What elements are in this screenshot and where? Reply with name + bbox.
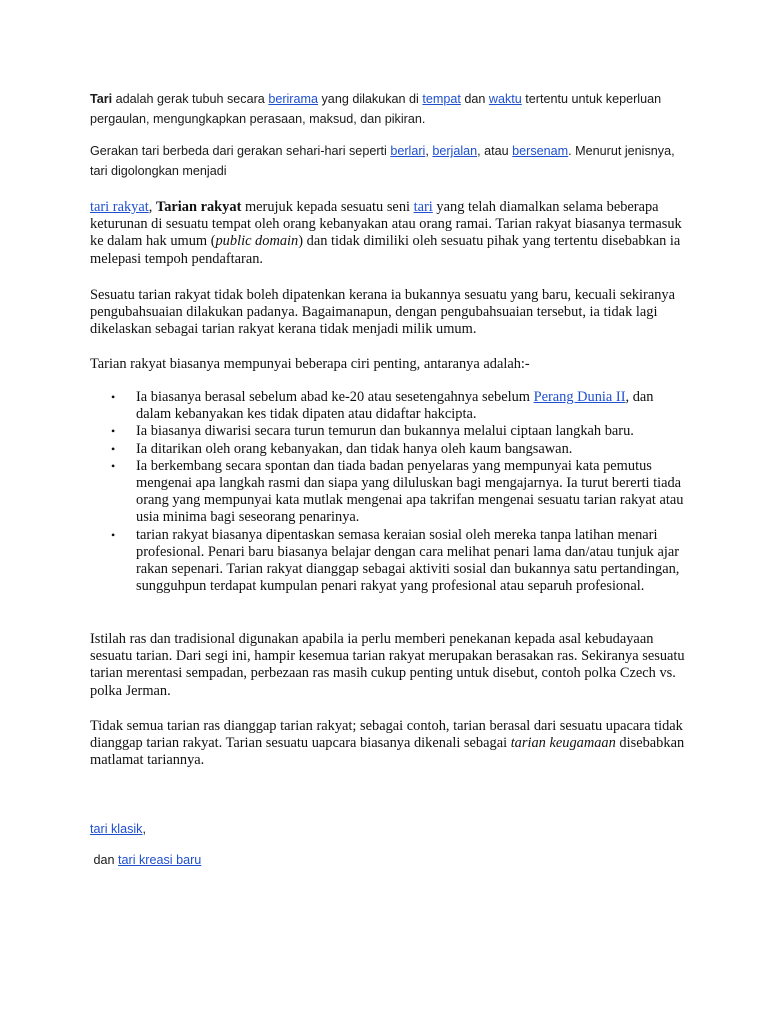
list-item-text: tarian rakyat biasanya dipentaskan semasa keraian sosial oleh mereka tanpa latihan menari profesional. Penari baru biasanya belajar dengan cara melihat penari lama dan/atau tunjuk ajar rakan sepenari. Tarian rakyat dianggap sebagai aktiviti sosial dan bukannya satu pertandingan, sungguhpun terdapat kumpulan penari rakyat yang profesional atau separuh profesional. — [136, 526, 680, 595]
list-item — [90, 423, 690, 440]
upacara-paragraph — [90, 718, 690, 770]
rakyat-text: ) dan tidak dimiliki oleh sesuatu pihak yang tertentu disebabkan ia melepasi tempoh pendaftaran. — [90, 233, 681, 267]
paten-paragraph: Sesuatu tarian rakyat tidak boleh dipatenkan kerana ia bukannya sesuatu yang baru, kecuali sekiranya pengubahsuaian dilakukan padanya. Bagaimanapun, dengan pengubahsuaian tersebut, ia tidak lagi dikelaskan sebagai tarian rakyat kerana tidak menjadi milik umum. — [90, 287, 675, 338]
upacara-text: Tidak semua tarian ras dianggap tarian rakyat; sebagai contoh, tarian berasal dari sesuatu upacara tidak dianggap tarian rakyat. Tarian sesuatu uapcara biasanya dikenali sebagai — [90, 718, 683, 752]
ciri-list — [90, 389, 690, 595]
link-berlari[interactable]: berlari — [390, 144, 426, 158]
link-perang-dunia-ii[interactable]: Perang Dunia II — [533, 389, 626, 405]
term-tarian-keugamaan: tarian keugamaan — [510, 735, 616, 752]
tarian-rakyat-paragraph — [90, 199, 690, 268]
link-waktu[interactable]: waktu — [488, 92, 522, 106]
intro-text: adalah gerak tubuh secara — [112, 92, 269, 106]
term-tari: Tari — [90, 92, 113, 106]
bullet-icon: • — [111, 390, 116, 404]
link-tari-kreasi-baru[interactable]: tari kreasi baru — [118, 853, 202, 867]
list-item — [90, 389, 690, 423]
link-tari-rakyat[interactable]: tari rakyat — [90, 199, 149, 215]
bullet-icon: • — [111, 458, 116, 473]
list-item-text: Ia biasanya diwarisi secara turun temurun dan bukannya melalui ciptaan langkah baru. — [136, 423, 634, 440]
upacara-text: disebabkan matlamat tariannya. — [90, 735, 685, 769]
list-item-text: Ia berkembang secara spontan dan tiada badan penyelaras yang mempunyai kata pemutus mengenai apa langkah rasmi dan siapa yang diluluskan bagi mengajarnya. Ia turut bererti tiada orang yang mempunyai kata mutlak mengenai apa takrifan mengenai sesuatu tarian rakyat atau usia minima bagi seseorang penarinya. — [136, 457, 684, 526]
klasik-line — [90, 819, 690, 839]
movement-text: Gerakan tari berbeda dari gerakan sehari-hari seperti — [90, 144, 391, 158]
link-berjalan[interactable]: berjalan — [432, 144, 478, 158]
term-tarian-rakyat: Tarian rakyat — [155, 199, 242, 215]
intro-text: dan — [460, 92, 489, 106]
rakyat-text: , — [148, 199, 156, 215]
list-item-text: , dan dalam kebanyakan kes tidak dipaten atau didaftar hakcipta. — [136, 389, 654, 423]
term-public-domain: public domain — [215, 233, 299, 250]
link-tari-klasik[interactable]: tari klasik — [90, 822, 143, 836]
list-item — [90, 441, 690, 458]
link-bersenam[interactable]: bersenam — [512, 144, 569, 158]
intro-paragraph — [90, 89, 690, 129]
list-item — [90, 458, 690, 527]
link-tari[interactable]: tari — [413, 199, 433, 215]
movement-text: , — [425, 144, 433, 158]
intro-text: yang dilakukan di — [318, 92, 423, 106]
list-item — [90, 527, 690, 596]
list-item-text: Ia ditarikan oleh orang kebanyakan, dan tidak hanya oleh kaum bangsawan. — [136, 440, 573, 457]
bullet-icon: • — [111, 527, 116, 542]
kreasi-prefix: dan — [90, 853, 119, 867]
bullet-icon: • — [111, 424, 116, 439]
intro-text: tertentu untuk keperluan pergaulan, mengungkapkan perasaan, maksud, dan pikiran. — [90, 92, 662, 126]
rakyat-text: yang telah diamalkan selama beberapa keturunan di sesuatu tempat oleh orang kebanyakan atau orang ramai. Tarian rakyat biasanya termasuk ke dalam hak umum ( — [90, 199, 682, 250]
rakyat-text: merujuk kepada sesuatu seni — [241, 199, 414, 215]
movement-text: . Menurut jenisnya, tari digolongkan menjadi — [90, 144, 675, 178]
ciri-paragraph: Tarian rakyat biasanya mempunyai beberapa ciri penting, antaranya adalah:- — [90, 356, 530, 372]
movement-paragraph — [90, 141, 690, 181]
klasik-suffix: , — [142, 822, 146, 836]
list-item-text: Ia biasanya berasal sebelum abad ke-20 atau sesetengahnya sebelum — [136, 389, 534, 405]
bullet-icon: • — [111, 441, 116, 456]
movement-text: , atau — [477, 144, 513, 158]
link-berirama[interactable]: berirama — [268, 92, 319, 106]
kreasi-line — [90, 850, 690, 870]
ras-paragraph: Istilah ras dan tradisional digunakan apabila ia perlu memberi penekanan kepada asal kebudayaan sesuatu tarian. Dari segi ini, hampir kesemua tarian rakyat merupakan berasakan ras. Sekiranya sesuatu tarian merentasi sempadan, perbezaan ras masih cukup penting untuk disebut, contoh polka Czech vs. polka Jerman. — [90, 631, 685, 699]
link-tempat[interactable]: tempat — [422, 92, 461, 106]
